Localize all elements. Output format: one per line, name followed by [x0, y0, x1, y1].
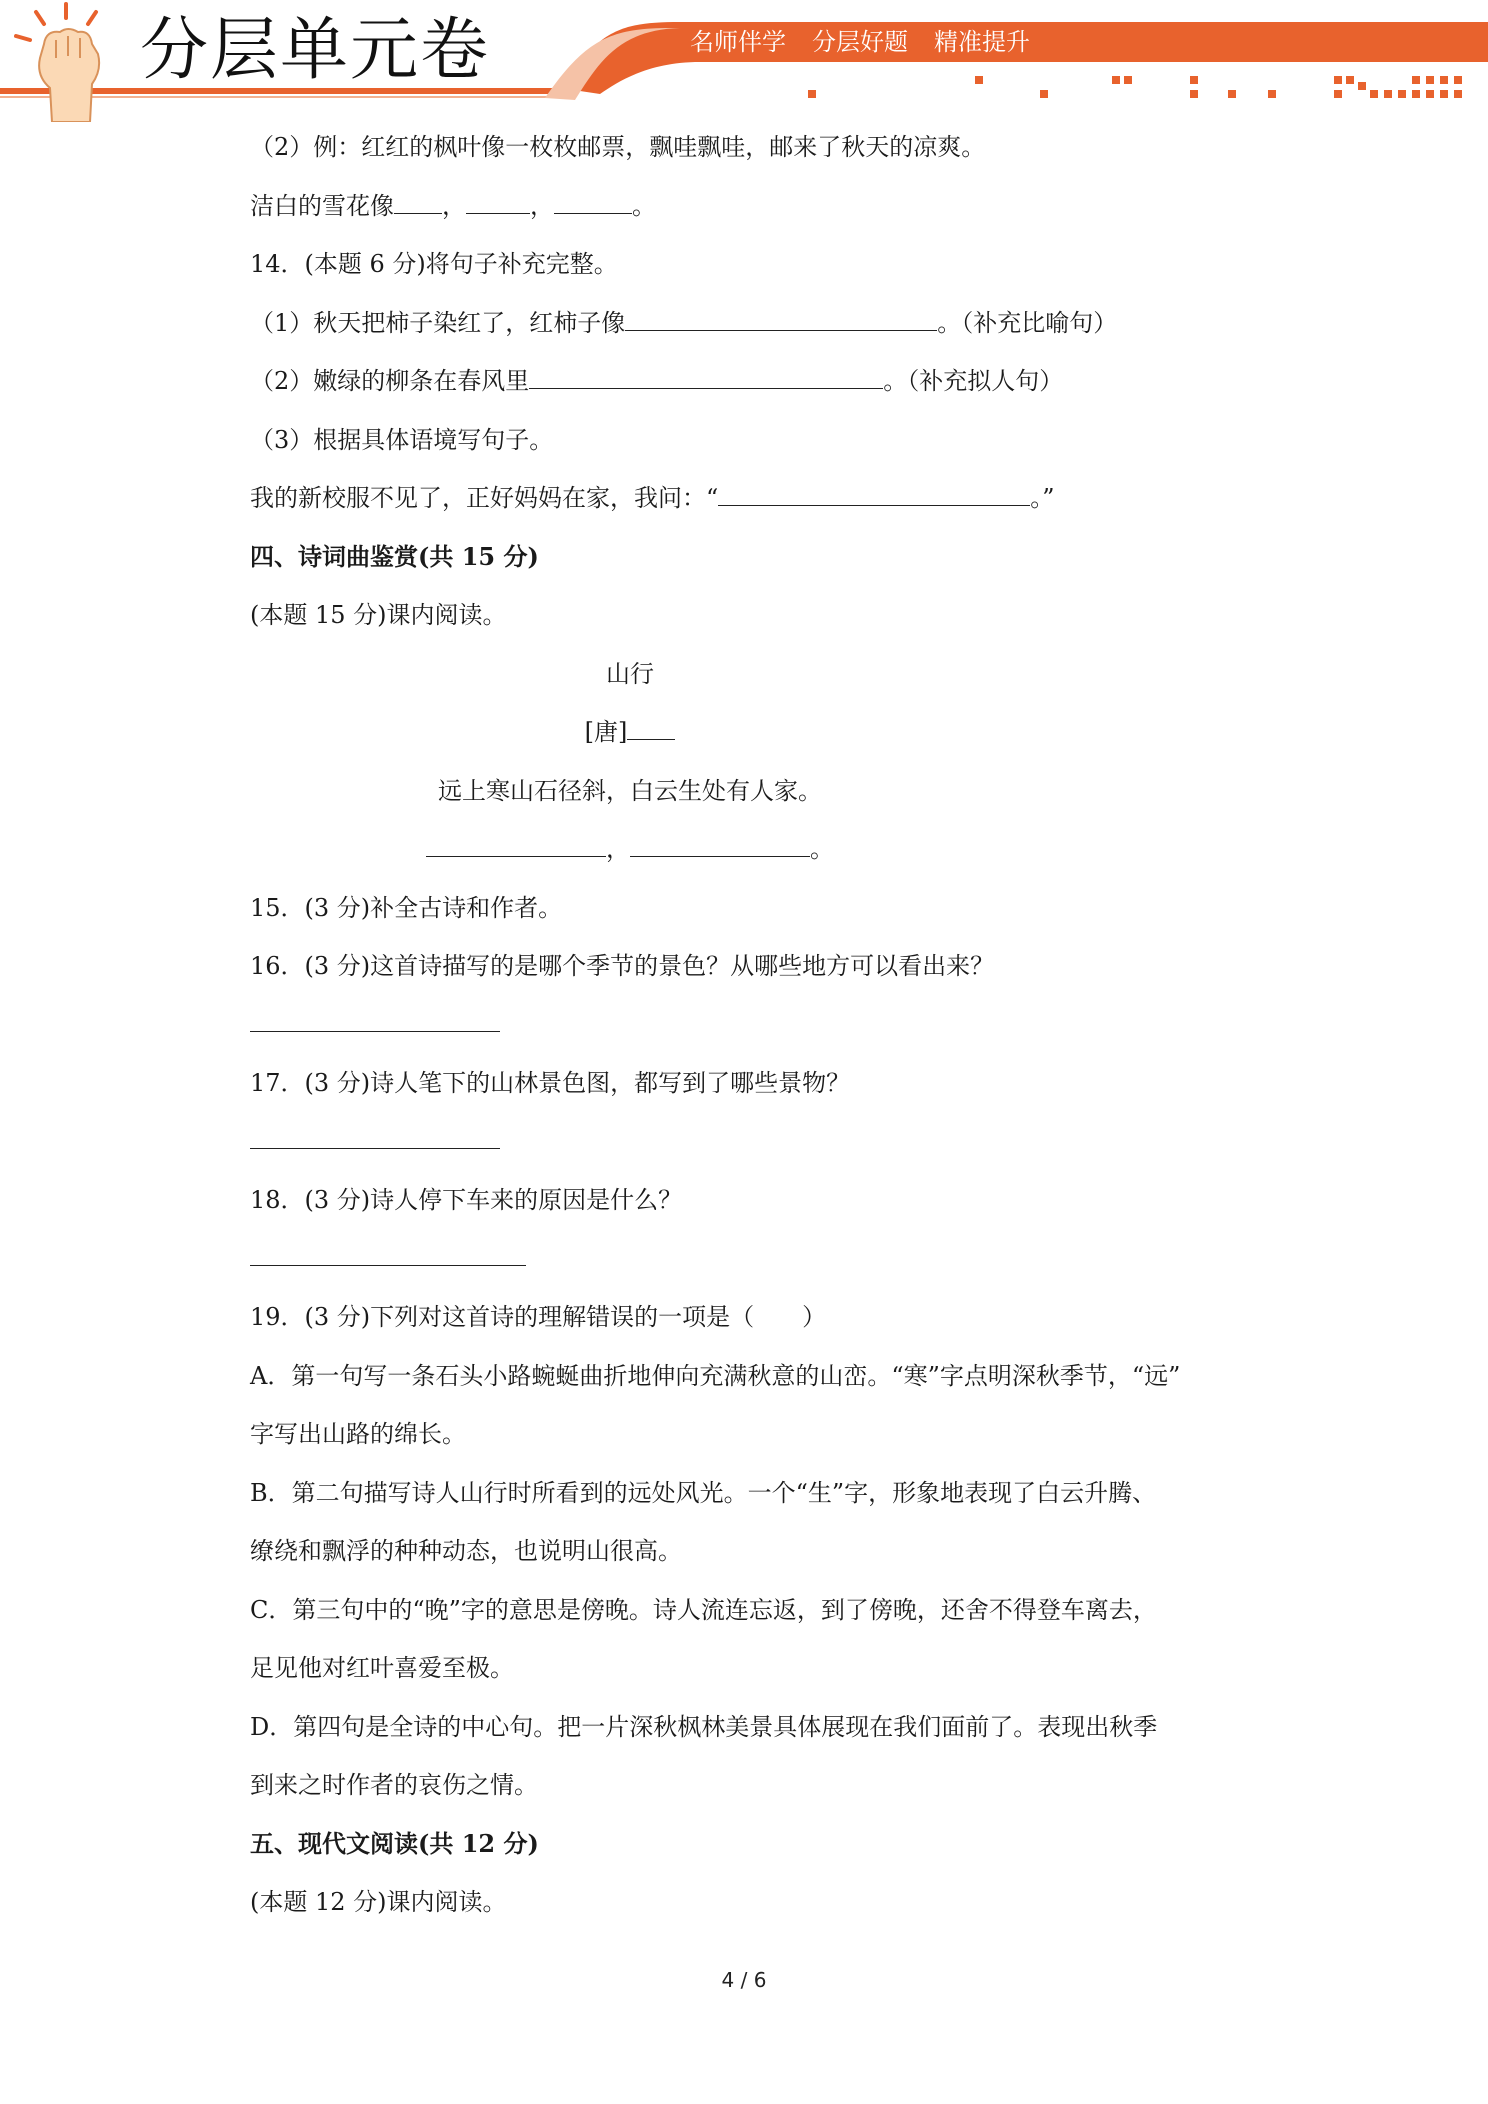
q14-item-2: （2）嫩绿的柳条在春风里 。（补充拟人句） — [250, 367, 1064, 395]
slogan-2: 分层好题 — [812, 28, 908, 56]
answer-blank[interactable] — [529, 366, 883, 389]
slogan-3: 精准提升 — [934, 28, 1030, 56]
answer-blank[interactable] — [466, 191, 530, 214]
q14-item-3-prompt: 我的新校服不见了，正好妈妈在家，我问：“ 。” — [250, 484, 1055, 512]
answer-blank[interactable] — [718, 483, 1030, 506]
snow-sentence: 洁白的雪花像 ， ， 。 — [250, 191, 656, 220]
question-16: 16．(3 分)这首诗描写的是哪个季节的景色？从哪些地方可以看出来？ — [250, 952, 995, 980]
answer-line[interactable] — [250, 1113, 1250, 1172]
poem-line-2: ， 。 — [250, 820, 1250, 879]
option-a: A．第一句写一条石头小路蜿蜒曲折地伸向充满秋意的山峦。“寒”字点明深秋季节，“远” — [250, 1361, 1181, 1390]
answer-line[interactable] — [250, 1230, 1250, 1289]
option-c: C．第三句中的“晚”字的意思是傍晚。诗人流连忘返，到了傍晚，还舍不得登车离去， — [250, 1595, 1157, 1624]
question-14: 14．(本题 6 分)将句子补充完整。 — [250, 250, 618, 278]
poem-blank[interactable] — [426, 834, 606, 857]
answer-blank[interactable] — [625, 308, 937, 331]
option-b: B．第二句描写诗人山行时所看到的远处风光。一个“生”字，形象地表现了白云升腾、 — [250, 1478, 1157, 1507]
option-d: D．第四句是全诗的中心句。把一片深秋枫林美景具体展现在我们面前了。表现出秋季 — [250, 1712, 1158, 1741]
q14-item-3: （3）根据具体语境写句子。 — [250, 425, 554, 454]
question-18: 18．(3 分)诗人停下车来的原因是什么？ — [250, 1186, 683, 1214]
poem-title: 山行 — [606, 659, 654, 688]
question-15: 15．(3 分)补全古诗和作者。 — [250, 893, 563, 922]
document-body — [250, 118, 1250, 1932]
header-slogans — [690, 22, 1030, 62]
poem-blank[interactable] — [630, 834, 810, 857]
answer-line[interactable] — [250, 996, 1250, 1055]
author-blank[interactable] — [627, 717, 675, 740]
option-b-cont: 缭绕和飘浮的种种动态，也说明山很高。 — [250, 1537, 682, 1565]
brand-title: 分层单元卷 — [140, 11, 491, 90]
q14-item-1: （1）秋天把柿子染红了，红柿子像 。（补充比喻句） — [250, 308, 1118, 337]
page-number: 4 / 6 — [721, 1968, 767, 1992]
option-d-cont: 到来之时作者的哀伤之情。 — [250, 1771, 538, 1799]
section-4-heading: 四、诗词曲鉴赏(共 15 分) — [250, 541, 539, 571]
slogan-1: 名师伴学 — [690, 28, 786, 56]
option-a-cont: 字写出山路的绵长。 — [250, 1420, 466, 1448]
section-5-intro: (本题 12 分)课内阅读。 — [250, 1888, 507, 1916]
question-17: 17．(3 分)诗人笔下的山林景色图，都写到了哪些景物？ — [250, 1069, 851, 1097]
section-5-heading: 五、现代文阅读(共 12 分) — [250, 1828, 539, 1858]
option-c-cont: 足见他对红叶喜爱至极。 — [250, 1654, 514, 1682]
poem-line-1: 远上寒山石径斜，白云生处有人家。 — [438, 776, 822, 805]
section-4-intro: (本题 15 分)课内阅读。 — [250, 601, 507, 629]
example-sentence: （2）例：红红的枫叶像一枚枚邮票，飘哇飘哇，邮来了秋天的凉爽。 — [250, 133, 986, 161]
poem-author: [唐] — [250, 703, 1250, 762]
answer-blank[interactable] — [394, 191, 442, 214]
fist-icon — [6, 0, 126, 122]
page-header — [0, 0, 1488, 125]
answer-blank[interactable] — [554, 191, 632, 214]
question-19: 19．(3 分)下列对这首诗的理解错误的一项是（ ） — [250, 1303, 827, 1331]
